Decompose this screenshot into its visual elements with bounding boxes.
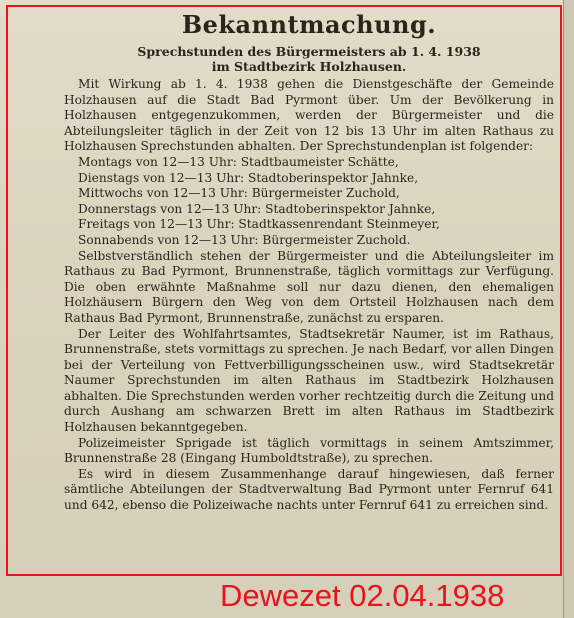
subtitle-line-2: im Stadtbezirk Holzhausen. (211, 59, 407, 74)
subtitle-line-1: Sprechstunden des Bürgermeisters ab 1. 4. 1938 (137, 44, 481, 59)
adjacent-column-edge (563, 0, 574, 618)
schedule-item: Sonnabends von 12—13 Uhr: Bürgermeister Zuchold. (78, 232, 411, 247)
schedule-item: Donnerstags von 12—13 Uhr: Stadtoberinspektor Jahnke, (78, 201, 436, 216)
announcement-body (64, 77, 554, 514)
announcement (64, 10, 554, 514)
paragraph-intro: Mit Wirkung ab 1. 4. 1938 gehen die Dienstgeschäfte der Gemeinde Holzhausen auf die Stadt Bad Pyrmont über. Um der Bevölkerung in Holzhausen entgegenzukommen, werden der Bürgermeister und die Abteilungsleiter täglich in der Zeit von 12 bis 13 Uhr im alten Rathaus zu Holzhausen Sprechstunden abhalten. Der Sprechstundenplan ist folgender: (64, 77, 554, 154)
schedule-item: Dienstags von 12—13 Uhr: Stadtoberinspektor Jahnke, (78, 170, 419, 185)
announcement-title: Bekanntmachung. (181, 10, 437, 39)
schedule-list (78, 155, 554, 249)
paragraph-police: Polizeimeister Sprigade ist täglich vormittags in seinem Amtszimmer, Brunnenstraße 28 (Eingang Humboldtstraße), zu sprechen. (64, 435, 554, 466)
paragraph-availability: Selbstverständlich stehen der Bürgermeister und die Abteilungsleiter im Rathaus zu Bad Pyrmont, Brunnenstraße, täglich vormittags zur Verfügung. Die oben erwähnte Maßnahme soll nur dazu dienen, den ehemaligen Holzhäusern Bürgern den Weg von dem Ortsteil Holzhausen nach dem Rathaus Bad Pyrmont, Brunnenstraße, zunächst zu ersparen. (64, 248, 554, 325)
schedule-item: Freitags von 12—13 Uhr: Stadtkassenrendant Steinmeyer, (78, 217, 440, 232)
schedule-item: Mittwochs von 12—13 Uhr: Bürgermeister Zuchold, (78, 186, 400, 201)
source-caption: Dewezet 02.04.1938 (220, 578, 505, 613)
schedule-item: Montags von 12—13 Uhr: Stadtbaumeister Schätte, (78, 154, 399, 169)
paragraph-welfare-office: Der Leiter des Wohlfahrtsamtes, Stadtsekretär Naumer, ist im Rathaus, Brunnenstraße, stets vormittags zu sprechen. Je nach Bedarf, vor allen Dingen bei der Verteilung von Fettverbilligungsscheinen usw., wird Stadtsekretär Naumer Sprechstunden im alten Rathaus im Stadtbezirk Holzhausen abhalten. Die Sprechstunden werden vorher rechtzeitig durch die Zeitung und durch Aushang am schwarzen Brett im alten Rathaus im Stadtbezirk Holzhausen bekanntgegeben. (64, 326, 554, 435)
paragraph-phone: Es wird in diesem Zusammenhange darauf hingewiesen, daß ferner sämtliche Abteilungen der Stadtverwaltung Bad Pyrmont unter Fernruf 641 und 642, ebenso die Polizeiwache nachts unter Fernruf 641 zu erreichen sind. (64, 466, 554, 513)
